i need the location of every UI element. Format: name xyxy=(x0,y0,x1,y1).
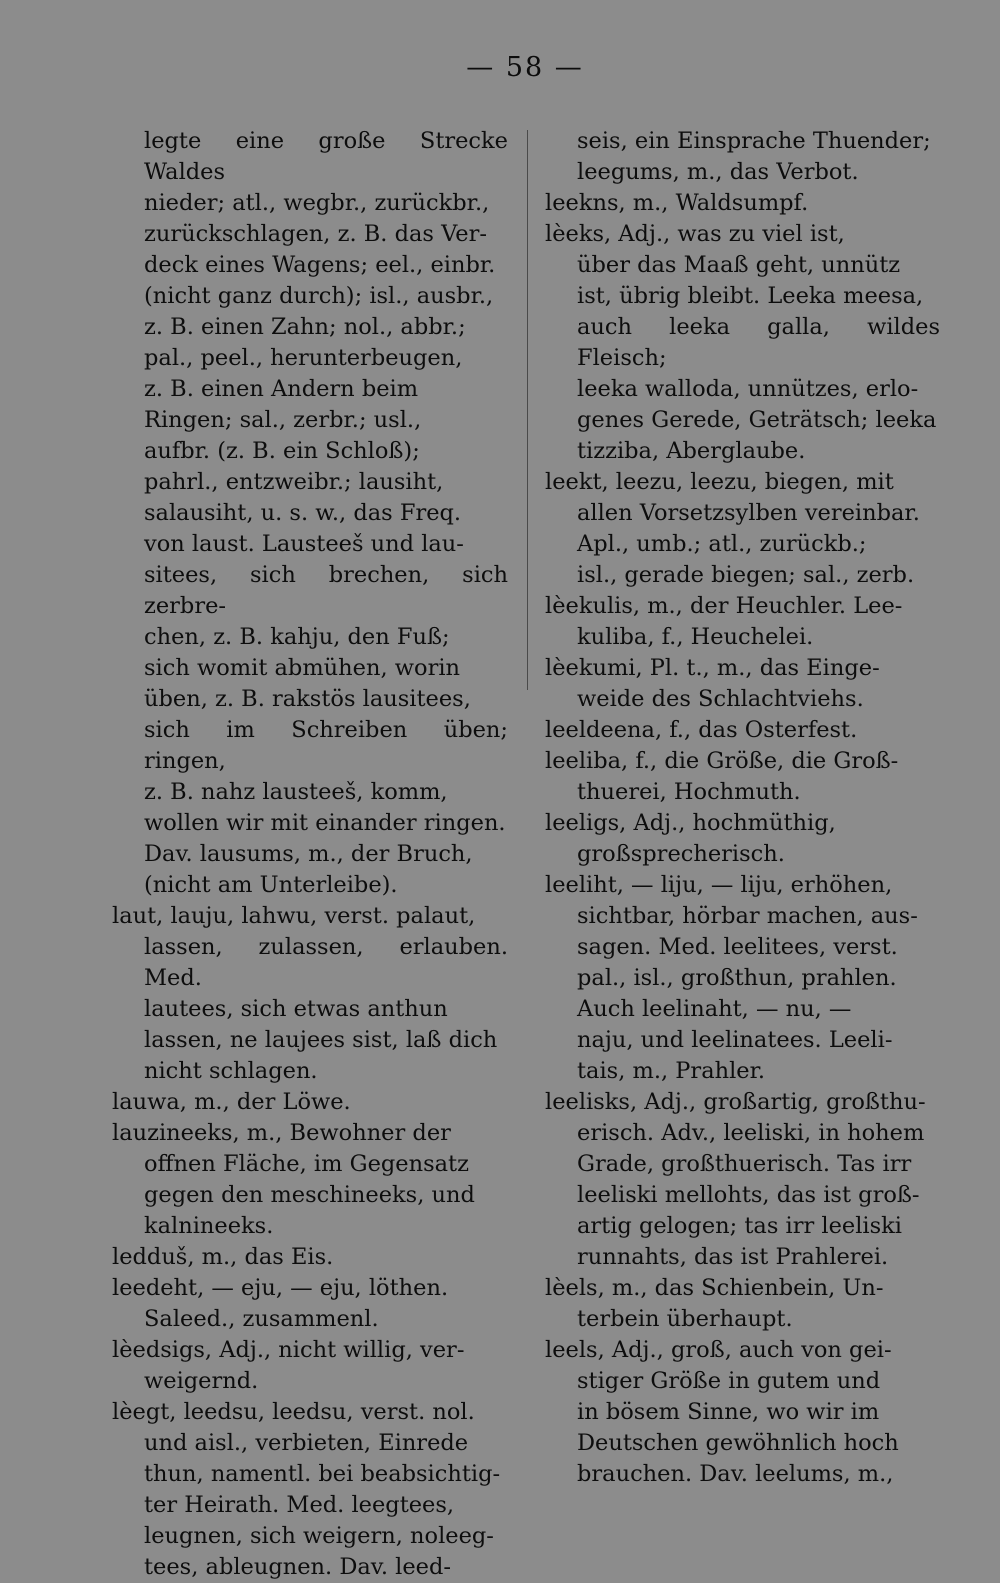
dictionary-entry: seis, ein Einsprache Thuender; leegums, m., das Verbot. xyxy=(577,128,931,185)
dictionary-entry: leeldeena, f., das Osterfest. xyxy=(545,717,858,743)
dictionary-entry: lèekumi, Pl. t., m., das Einge- weide des Schlachtviehs. xyxy=(545,655,880,712)
dictionary-entry: leekt, leezu, leezu, biegen, mit allen Vorsetzsylben vereinbar. Apl., umb.; atl., zurückb.; isl., gerade biegen; sal., zerb. xyxy=(545,469,920,588)
dictionary-entry: ledduš, m., das Eis. xyxy=(112,1244,334,1270)
dictionary-entry: laut, lauju, lahwu, verst. palaut, lassen, zulassen, erlauben. Med. lautees, sich etwas anthun lassen, ne laujees sist, laß dich nicht schlagen. xyxy=(112,903,508,1084)
left-column xyxy=(112,126,508,1583)
column-divider xyxy=(527,130,528,690)
dictionary-entry: leekns, m., Waldsumpf. xyxy=(545,190,809,216)
dictionary-entry: lauzineeks, m., Bewohner der offnen Fläche, im Gegensatz gegen den meschineeks, und kalnineeks. xyxy=(112,1120,475,1239)
dictionary-entry: lèels, m., das Schienbein, Un- terbein überhaupt. xyxy=(545,1275,884,1332)
right-column xyxy=(545,126,940,1490)
dictionary-entry: leels, Adj., groß, auch von gei- stiger Größe in gutem und in bösem Sinne, wo wir im Deutschen gewöhnlich hoch brauchen. Dav. leelums, m., xyxy=(545,1337,899,1487)
dictionary-entry: leeligs, Adj., hochmüthig, großsprecherisch. xyxy=(545,810,836,867)
dictionary-entry: lèekulis, m., der Heuchler. Lee- kuliba, f., Heuchelei. xyxy=(545,593,903,650)
page-number: — 58 — xyxy=(466,52,584,83)
dictionary-entry: leedeht, — eju, — eju, löthen. Saleed., zusammenl. xyxy=(112,1275,449,1332)
dictionary-entry: leelisks, Adj., großartig, großthu- erisch. Adv., leeliski, in hohem Grade, großthuerisch. Tas irr leeliski mellohts, das ist groß- artig gelogen; tas irr leeliski runnahts, das ist Prahlerei. xyxy=(545,1089,926,1270)
dictionary-entry: leeliba, f., die Größe, die Groß- thuerei, Hochmuth. xyxy=(545,748,899,805)
dictionary-entry: lèedsigs, Adj., nicht willig, ver- weigernd. xyxy=(112,1337,465,1394)
dictionary-entry: leeliht, — liju, — liju, erhöhen, sichtbar, hörbar machen, aus- sagen. Med. leelitees, verst. pal., isl., großthun, prahlen. Auch leelinaht, — nu, — naju, und leelinatees. Leeli- tais, m., Prahler. xyxy=(545,872,918,1084)
dictionary-entry: lèeks, Adj., was zu viel ist, über das Maaß geht, unnütz ist, übrig bleibt. Leeka meesa, auch leeka galla, wildes Fleisch; leeka walloda, unnützes, erlo- genes Gerede, Geträtsch; leeka tizziba, Aberglaube. xyxy=(545,221,940,464)
dictionary-entry: lèegt, leedsu, leedsu, verst. nol. und aisl., verbieten, Einrede thun, namentl. bei beabsichtig- ter Heirath. Med. leegtees, leugnen, sich weigern, noleeg- tees, ableugnen. Dav. leed- xyxy=(112,1399,501,1580)
dictionary-entry: lauwa, m., der Löwe. xyxy=(112,1089,351,1115)
dictionary-entry: legte eine große Strecke Waldes nieder; atl., wegbr., zurückbr., zurückschlagen, z. B. das Ver- deck eines Wagens; eel., einbr. (nicht ganz durch); isl., ausbr., z. B. einen Zahn; nol., abbr.; pal., peel., herunterbeugen, z. B. einen Andern beim Ringen; sal., zerbr.; usl., aufbr. (z. B. ein Schloß); pahrl., entzweibr.; lausiht, salausiht, u. s. w., das Freq. von laust. Lausteeš und lau- sitees, sich brechen, sich zerbre- chen, z. B. kahju, den Fuß; sich womit abmühen, worin üben, z. B. rakstös lausitees, sich im Schreiben üben; ringen, z. B. nahz lausteeš, komm, wollen wir mit einander ringen. Dav. lausums, m., der Bruch, (nicht am Unterleibe). xyxy=(144,128,508,898)
